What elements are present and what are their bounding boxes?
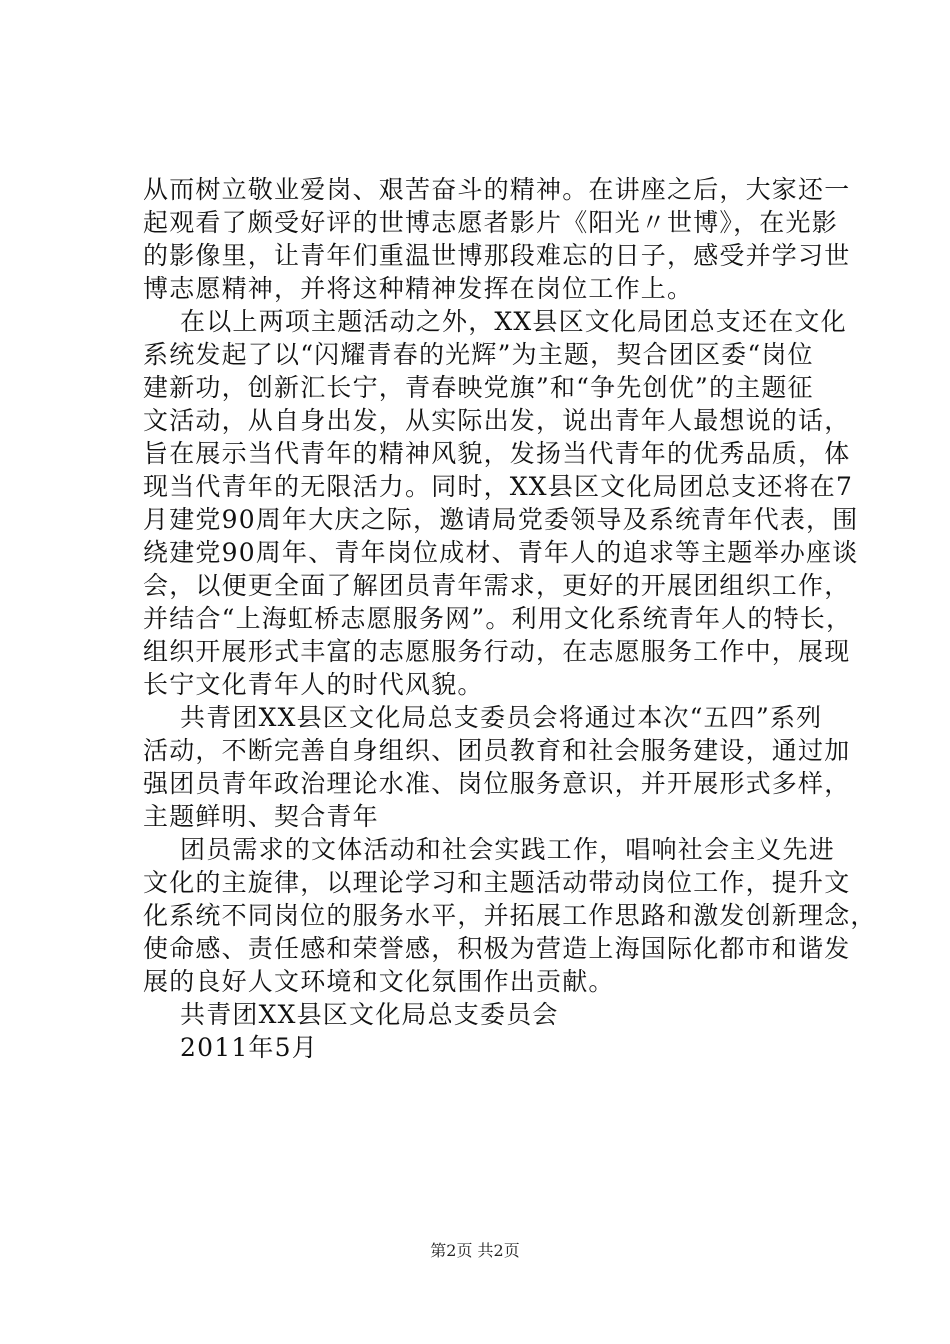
text-line: 起观看了颇受好评的世博志愿者影片《阳光〃世博》，在光影 <box>143 208 838 237</box>
signature-organization: 共青团XX县区文化局总支委员会 <box>180 1000 559 1029</box>
text-line: 化系统不同岗位的服务水平，并拓展工作思路和激发创新理念， <box>143 901 877 930</box>
text-line: 文活动，从自身出发，从实际出发，说出青年人最想说的话， <box>143 406 851 435</box>
text-line: 使命感、责任感和荣誉感，积极为营造上海国际化都市和谐发 <box>143 934 851 963</box>
paragraph-start-line: 在以上两项主题活动之外，XX县区文化局团总支还在文化 <box>180 307 847 336</box>
text-line: 文化的主旋律，以理论学习和主题活动带动岗位工作，提升文 <box>143 868 851 897</box>
text-line: 组织开展形式丰富的志愿服务行动，在志愿服务工作中，展现 <box>143 637 851 666</box>
text-line: 长宁文化青年人的时代风貌。 <box>143 670 484 699</box>
text-line: 旨在展示当代青年的精神风貌，发扬当代青年的优秀品质，体 <box>143 439 851 468</box>
text-line: 强团员青年政治理论水准、岗位服务意识，并开展形式多样， <box>143 769 851 798</box>
text-line: 展的良好人文环境和文化氛围作出贡献。 <box>143 967 615 996</box>
text-line: 系统发起了以“闪耀青春的光辉”为主题，契合团区委“岗位 <box>143 340 814 369</box>
text-line: 并结合“上海虹桥志愿服务网”。利用文化系统青年人的特长， <box>143 604 853 633</box>
text-line: 会，以便更全面了解团员青年需求，更好的开展团组织工作， <box>143 571 851 600</box>
paragraph-start-line: 共青团XX县区文化局总支委员会将通过本次“五四”系列 <box>180 703 823 732</box>
signature-date: 2011年5月 <box>180 1033 318 1062</box>
text-line: 博志愿精神，并将这种精神发挥在岗位工作上。 <box>143 274 694 303</box>
text-line: 活动，不断完善自身组织、团员教育和社会服务建设，通过加 <box>143 736 851 765</box>
text-line: 建新功，创新汇长宁，青春映党旗”和“争先创优”的主题征 <box>143 373 814 402</box>
text-line: 的影像里，让青年们重温世博那段难忘的日子，感受并学习世 <box>143 241 851 270</box>
text-line: 主题鲜明、契合青年 <box>143 802 379 831</box>
text-line: 现当代青年的无限活力。同时，XX县区文化局团总支还将在7 <box>143 472 854 501</box>
document-body <box>143 173 877 1064</box>
text-line: 月建党90周年大庆之际，邀请局党委领导及系统青年代表，围 <box>143 505 859 534</box>
text-line: 绕建党90周年、青年岗位成材、青年人的追求等主题举办座谈 <box>143 538 859 567</box>
text-line: 从而树立敬业爱岗、艰苦奋斗的精神。在讲座之后，大家还一 <box>143 175 851 204</box>
page-number-footer: 第2页 共2页 <box>430 1241 520 1260</box>
paragraph-start-line: 团员需求的文体活动和社会实践工作，唱响社会主义先进 <box>180 835 836 864</box>
